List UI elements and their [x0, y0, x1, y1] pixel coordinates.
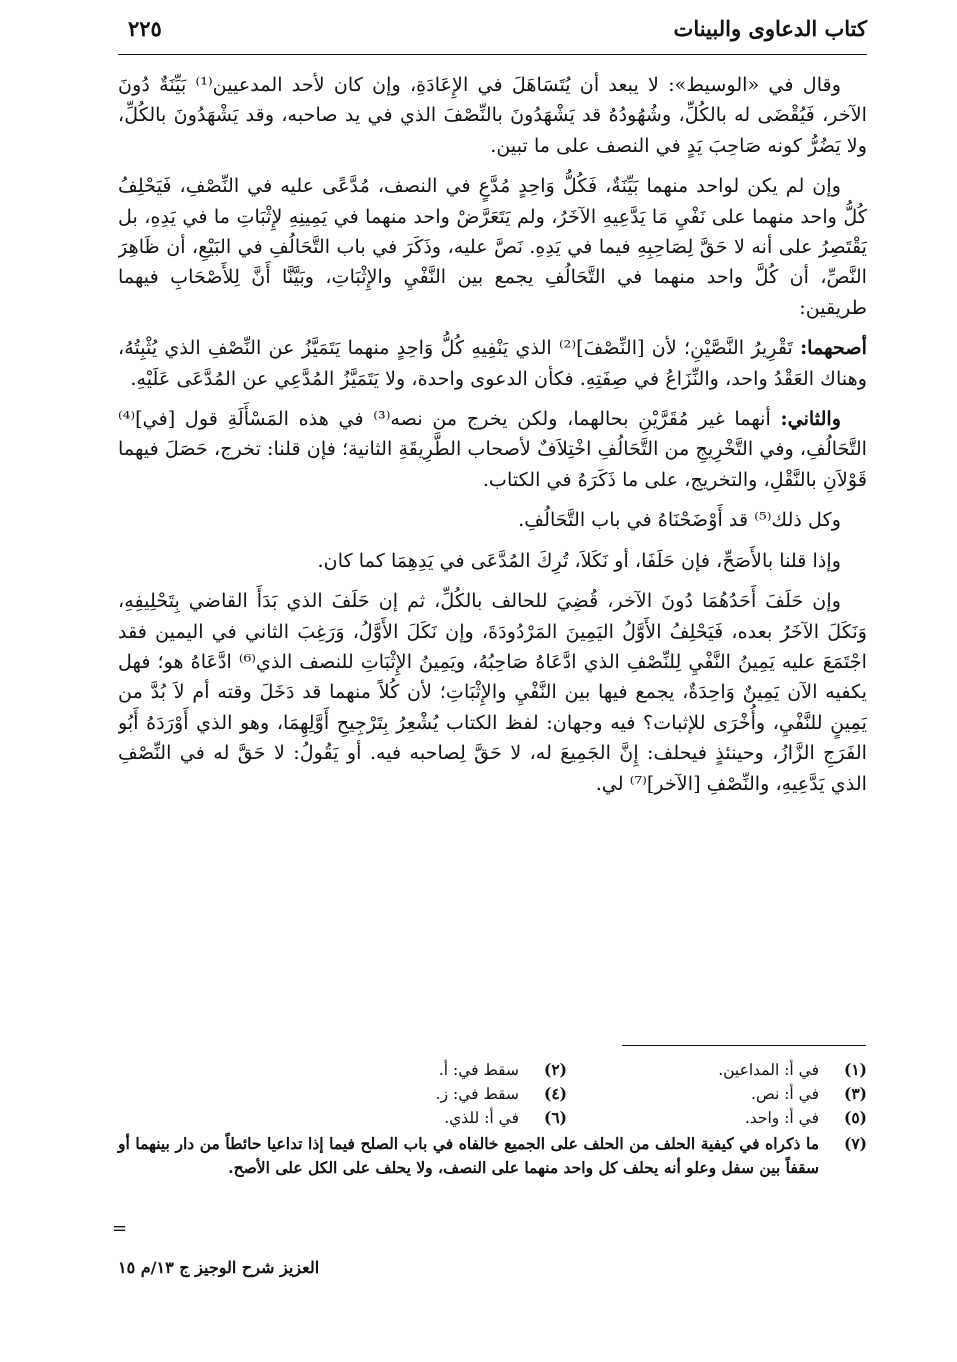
footer-signature: العزيز شرح الوجيز ج ١٣/م ١٥ [118, 1258, 320, 1277]
lead-second: والثاني: [780, 407, 842, 431]
paragraph-4 [118, 404, 867, 495]
main-text [118, 70, 867, 1045]
footnote-item [567, 1058, 867, 1082]
paragraph-2: وإن لم يكن لواحد منهما بَيِّنَةٌ، فَكُلُّ وَاحِدٍ مُدَّعٍ في النصف، مُدَّعًى عليه في النِّصْفِ، فَيَحْلِفُ كُلُّ واحد منهما على نَفْيِ مَا يَدَّعِيهِ الآخَرُ، ولم يَتَعَرَّضْ واحد منهما في يَمِينِهِ لإِثْبَاتِ ما في يَدِهِ، بل يَقْتَصِرُ على أنه لا حَقَّ لِصَاحِبِهِ فيما في يَدِهِ. نَصَّ عليه، وذَكَرَ في باب التَّحَالُفِ في البَيْعِ، أن ظَاهِرَ النَّصِّ، أن كُلَّ واحد منهما في التَّحَالُفِ يجمع بين النَّفْيِ والإِثْبَاتِ، وبَيَّنَّا أَنَّ لِلأَصْحَابِ فيهما طريقين: [118, 174, 867, 319]
footnote-item [267, 1082, 567, 1106]
footnote-separator [622, 1045, 866, 1046]
footnote-item [267, 1106, 567, 1130]
footnote-item [567, 1106, 867, 1130]
footnote-item-long [118, 1132, 867, 1180]
footnote-row [118, 1082, 867, 1106]
footnote-number: (٧) [843, 1134, 867, 1153]
page-header [118, 10, 867, 55]
footnote-item [267, 1058, 567, 1082]
footnote-number: (٤) [543, 1084, 567, 1103]
lead-first: أصحهما: [800, 336, 867, 360]
page-number: ٢٢٥ [128, 16, 162, 41]
footnote-row [118, 1106, 867, 1130]
footnote-row [118, 1058, 867, 1082]
footnote-number: (٢) [543, 1060, 567, 1079]
paragraph-3 [118, 333, 867, 394]
footnote-text: سقط في: أ. [438, 1061, 519, 1079]
continuation-mark: = [112, 1218, 128, 1239]
footnote-text: في أ: نص. [751, 1085, 819, 1103]
paragraph-5: وكل ذلك⁽⁵⁾ قد أَوْضَحْنَاهُ في باب التَّحَالُفِ. [518, 508, 841, 532]
paragraph-7: وإن حَلَفَ أَحَدُهُمَا دُونَ الآخر، قُضِيَ للحالف بالكُلِّ، ثم إن حَلَفَ الذي بَدَأَ القاضي بِتَحْلِيفِهِ، وَنَكَلَ الآخَرُ بعده، فَيَحْلِفُ الأَوَّلُ اليَمِينَ المَرْدُودَةَ، وإن نَكَلَ الأَوَّلُ، وَرَغِبَ الثاني في اليمين فقد اجْتَمَعَ عليه يَمِينُ النَّفْيِ لِلنِّصْفِ الذي ادَّعَاهُ صَاحِبُهُ، ويَمِينُ الإِثْبَاتِ للنصف الذي⁽⁶⁾ ادَّعَاهُ هو؛ فهل يكفيه الآن يَمِينٌ وَاحِدَةٌ، يجمع فيها بين النَّفْيِ والإِثْبَاتِ؛ لأن كُلاً منهما قد دَخَلَ وقته أم لاَ بُدَّ من يَمِينٍ للنَّفْيِ، وأُخْرَى للإثبات؟ فيه وجهان: لفظ الكتاب يُشْعِرُ بِتَرْجِيحِ أَوَّلِهِمَا، وهو الذي أَوْرَدَهُ أَبُو الفَرَجِ الزَّازُ، وحينئذٍ فيحلف: إِنَّ الجَمِيعَ له، لا حَقَّ لِصاحبه فيه. أو يَقُولُ: لا حَقَّ له في النِّصْفِ الذي يَدَّعِيهِ، والنِّصْفِ [الآخر]⁽⁷⁾ لي. [118, 589, 867, 795]
footnote-text: سقط في: ز. [435, 1085, 519, 1103]
footnote-number: (٥) [843, 1108, 867, 1127]
footnote-item [567, 1082, 867, 1106]
footnote-text: في أ: للذي. [444, 1109, 519, 1127]
footnote-number: (١) [843, 1060, 867, 1079]
footnote-text: ما ذكراه في كيفية الحلف من الحلف على الجميع خالفاه في باب الصلح فيما إذا تداعيا حائطاً من دار بينهما أو سقفاً بين سفل وعلو أنه يحلف كل واحد منهما على النصف، ولا يحلف على الكل على الأصح. [118, 1134, 819, 1177]
footnotes [118, 1058, 867, 1180]
paragraph-4-text: أنهما غير مُقَرَّيْنِ بحالهما، ولكن يخرج من نصه⁽³⁾ في هذه المَسْأَلَةِ قول [في]⁽⁴⁾ التَّحَالُفِ، وفي التَّخْرِيجِ من التَّحَالُفِ اخْتِلاَفٌ لأصحاب الطَّرِيقَةِ الثانية؛ فإن قلنا: تخرج، حَصَلَ فيهما قَوْلاَنِ بالنَّقْلِ، والتخريج، على ما ذَكَرَهُ في الكتاب. [118, 407, 867, 491]
footnote-number: (٣) [843, 1084, 867, 1103]
paragraph-6: وإذا قلنا بالأَصَحِّ، فإن حَلَفَا، أو نَكَلاَ، تُرِكَ المُدَّعَى في يَدِهِمَا كما كان. [317, 548, 841, 572]
paragraph-3-text: تَقْرِيرُ النَّصَّيْنِ؛ لأن [النِّصْفَ]⁽²⁾ الذي يَنْفِيهِ كُلُّ وَاحِدٍ منهما يَتَمَيَّزُ عن النِّصْفِ الذي يُثْبِتُهُ، وهناك العَقْدُ واحد، والنِّزَاعُ في صِفَتِهِ. فكأن الدعوى واحدة، ولا يَتَمَيَّزُ المُدَّعِي عن المُدَّعَى عَلَيْهِ. [118, 336, 867, 390]
running-title: كتاب الدعاوى والبينات [673, 16, 867, 41]
footnote-text: في أ: المداعين. [718, 1061, 819, 1079]
footnote-text: في أ: واحد. [744, 1109, 819, 1127]
paragraph-1: وقال في «الوسيط»: لا يبعد أن يُتَسَاهَلَ في الإِعَادَةِ، وإن كان لأحد المدعيين⁽¹⁾ بَيِّنَةٌ دُونَ الآخر، فَيُقْضَى له بالكُلِّ، وشُهُودُهُ قد يَشْهَدُونَ بالنِّصْفَ الذي في يد صاحبه، وقد يَشْهَدُونَ بالكُلِّ، ولا يَضُرُّ كونه صَاحِبَ يَدٍ في النصف على ما تبين. [118, 73, 867, 157]
footnote-number: (٦) [543, 1108, 567, 1127]
